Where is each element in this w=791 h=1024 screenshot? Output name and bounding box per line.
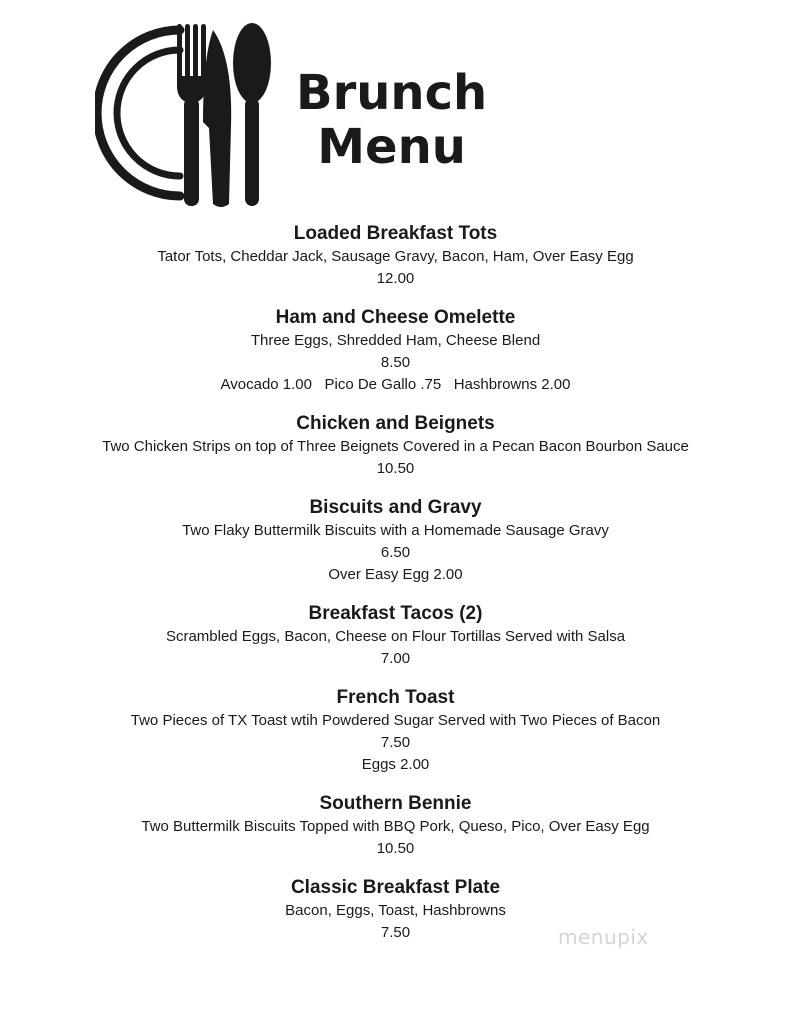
menu-item [0, 412, 791, 480]
menu-item-price: 12.00 [376, 270, 415, 287]
menu-item [0, 496, 791, 586]
menu-item-description: Two Chicken Strips on top of Three Beignets Covered in a Pecan Bacon Bourbon Sauce [102, 438, 689, 455]
menu-item-addons: Over Easy Egg 2.00 [328, 566, 463, 583]
menu-item [0, 686, 791, 776]
menu-item-description: Two Buttermilk Biscuits Topped with BBQ Pork, Queso, Pico, Over Easy Egg [141, 818, 650, 835]
watermark: menupix [558, 925, 649, 949]
plate-cutlery-icon [95, 18, 280, 210]
menu-header [0, 0, 791, 215]
menu-item-price: 10.50 [376, 460, 415, 477]
menu-item-price: 8.50 [380, 354, 411, 371]
menu-item-name: Breakfast Tacos (2) [308, 603, 483, 624]
menu-item-price: 7.50 [380, 734, 411, 751]
page-title-line1: Brunch [296, 65, 488, 121]
menu-item-name: Southern Bennie [319, 793, 472, 814]
menu-item-name: Chicken and Beignets [296, 413, 495, 434]
menu-item-name: Loaded Breakfast Tots [293, 223, 498, 244]
menu-item-description: Two Flaky Buttermilk Biscuits with a Homemade Sausage Gravy [182, 522, 609, 539]
menu-item-price: 10.50 [376, 840, 415, 857]
menu-item-description: Scrambled Eggs, Bacon, Cheese on Flour Tortillas Served with Salsa [165, 628, 626, 645]
menu-item-name: Classic Breakfast Plate [290, 877, 501, 898]
menu-list [0, 222, 791, 960]
menu-item [0, 602, 791, 670]
menu-item-description: Three Eggs, Shredded Ham, Cheese Blend [250, 332, 541, 349]
page-title [296, 66, 487, 174]
menu-item [0, 222, 791, 290]
menu-item-price: 6.50 [380, 544, 411, 561]
menu-item [0, 306, 791, 396]
page-title-line2: Menu [317, 119, 466, 175]
menu-item-price: 7.50 [380, 924, 411, 941]
menu-item-description: Tator Tots, Cheddar Jack, Sausage Gravy, Bacon, Ham, Over Easy Egg [157, 248, 634, 265]
menu-item-name: Ham and Cheese Omelette [275, 307, 516, 328]
menu-item [0, 876, 791, 944]
menu-item [0, 792, 791, 860]
menu-item-name: French Toast [336, 687, 455, 708]
menu-item-addons: Avocado 1.00 Pico De Gallo .75 Hashbrowns 2.00 [220, 376, 571, 393]
menu-item-price: 7.00 [380, 650, 411, 667]
menu-item-addons: Eggs 2.00 [361, 756, 430, 773]
menu-item-description: Bacon, Eggs, Toast, Hashbrowns [285, 902, 506, 919]
menu-item-name: Biscuits and Gravy [309, 497, 482, 518]
menu-item-description: Two Pieces of TX Toast wtih Powdered Sugar Served with Two Pieces of Bacon [130, 712, 661, 729]
